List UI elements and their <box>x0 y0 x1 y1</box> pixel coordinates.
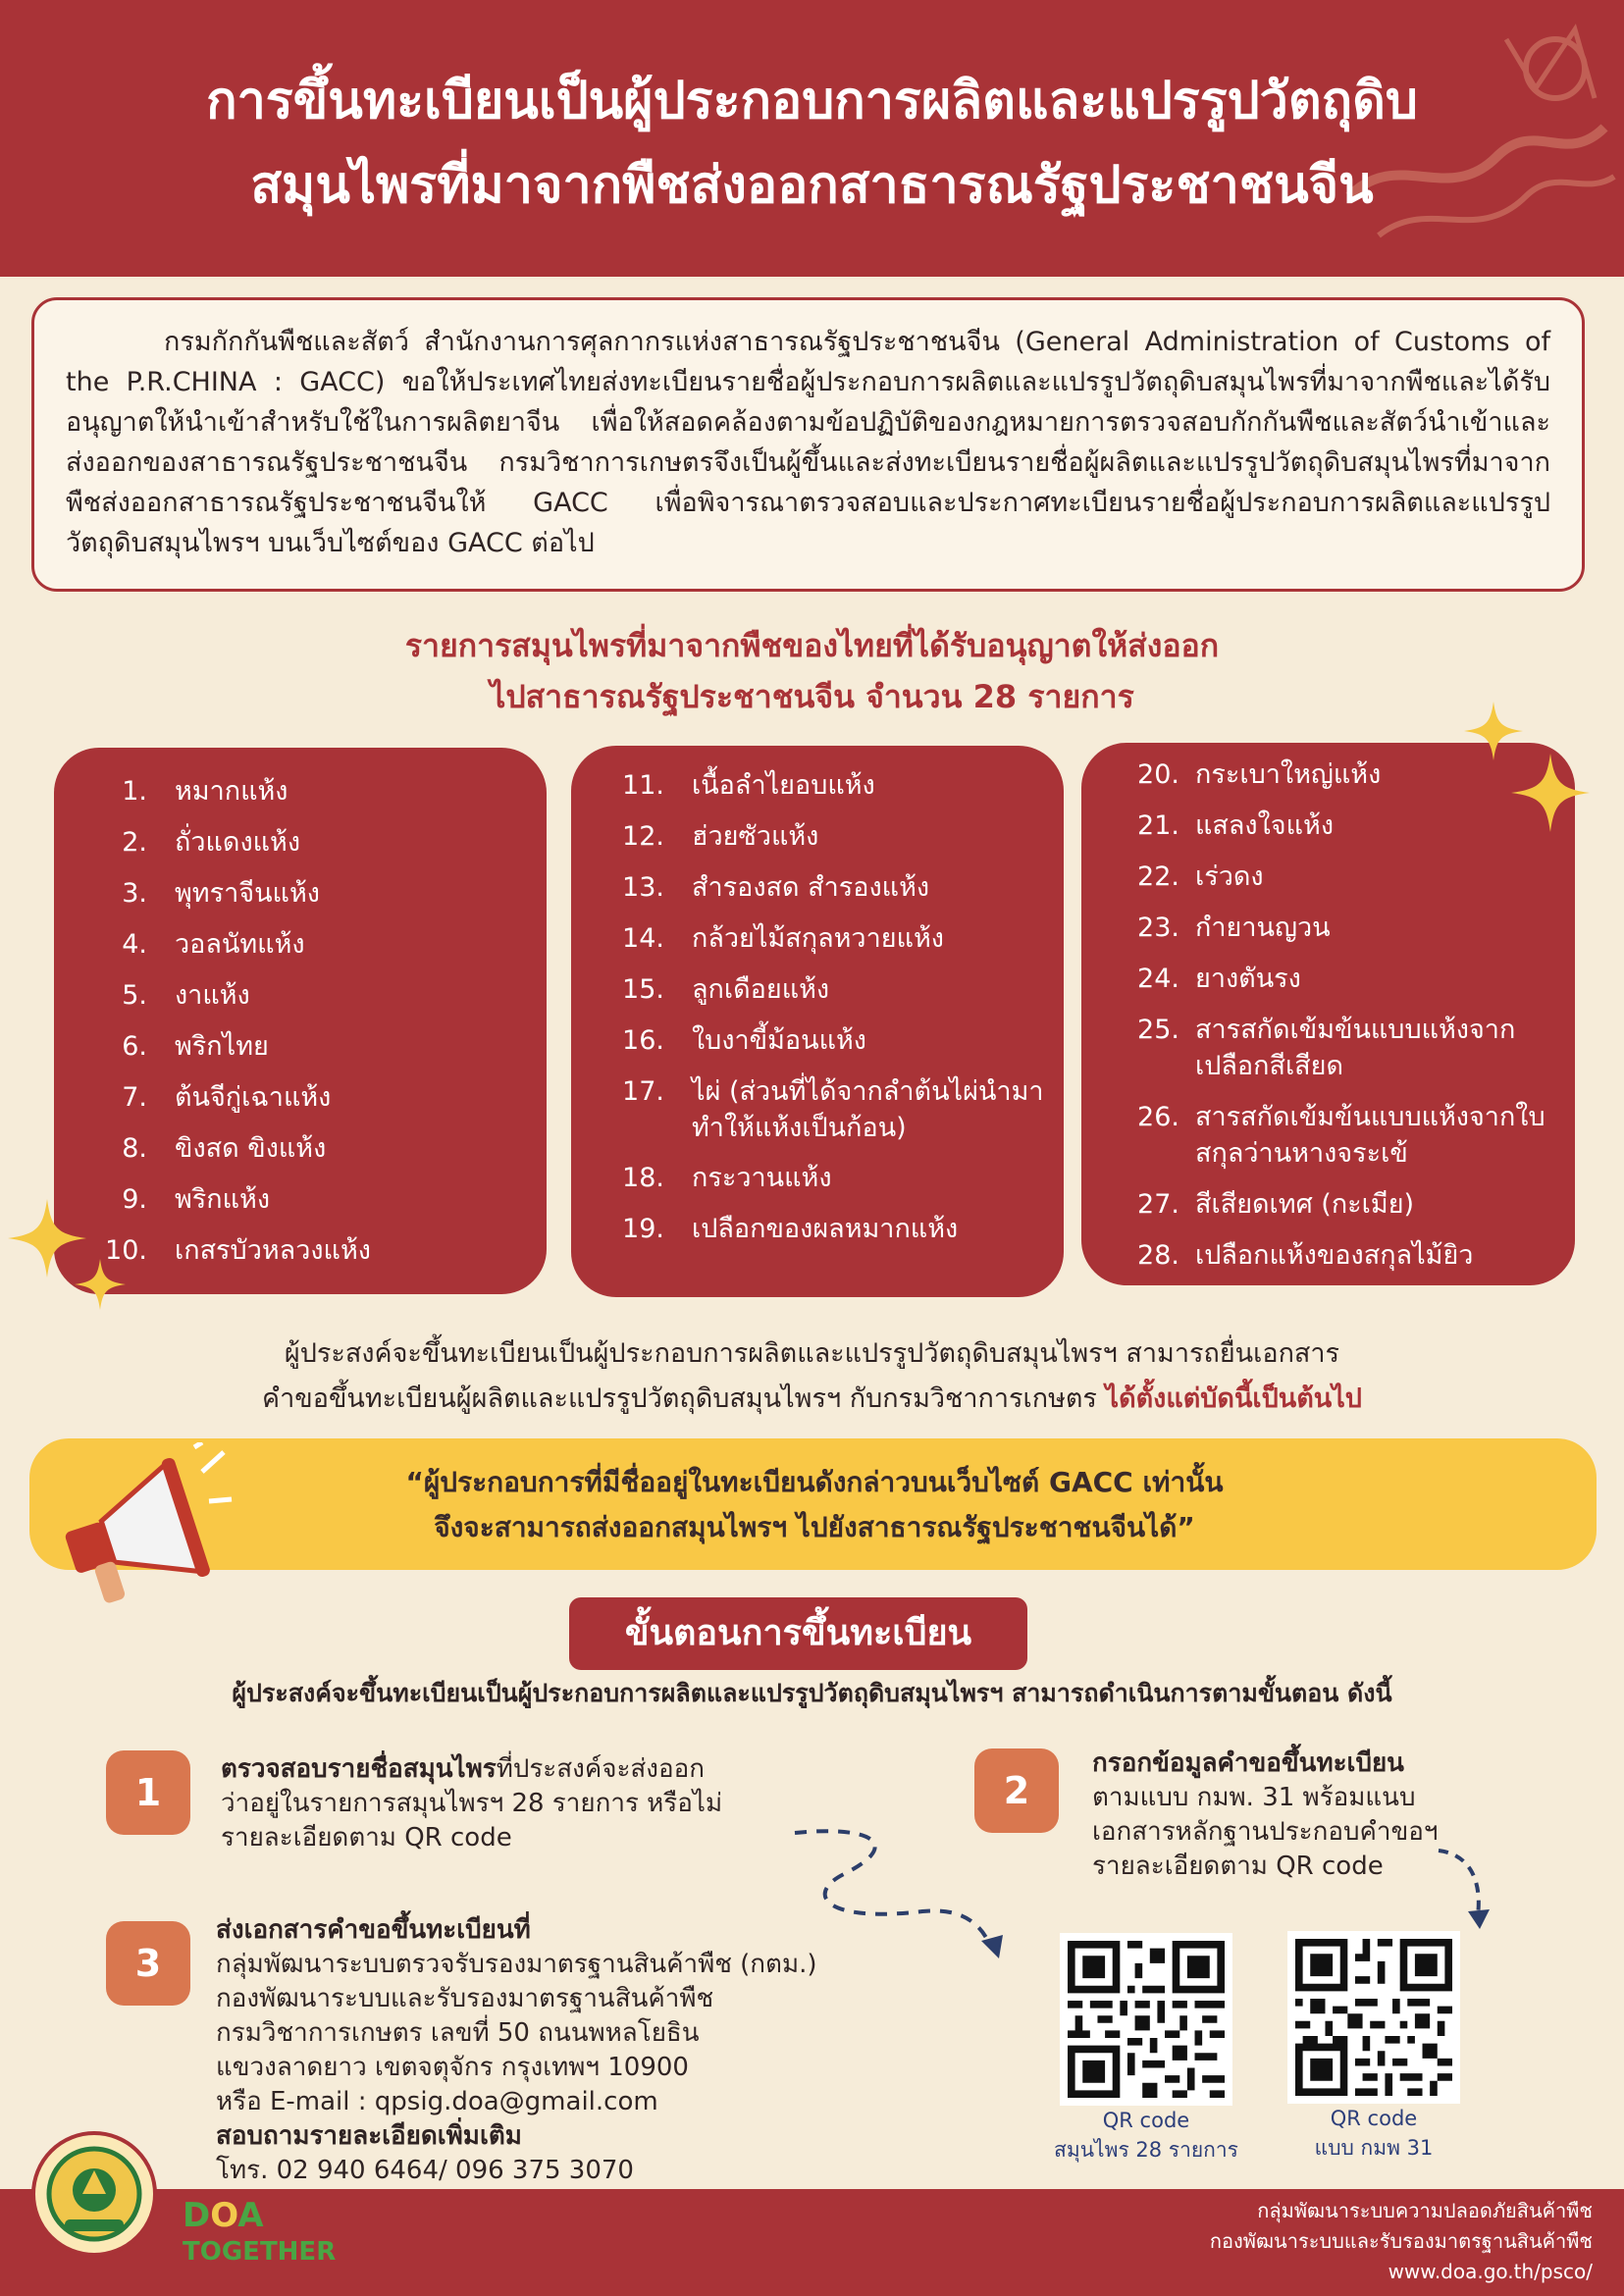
qr-code-form-icon <box>1287 1931 1460 2104</box>
step-2-line-4: รายละเอียดตาม QR code <box>1092 1852 1384 1881</box>
item-text: กล้วยไม้สกุลหวายแห้ง <box>692 923 944 954</box>
apply-text <box>0 1331 1624 1422</box>
step-2-text <box>1092 1747 1583 1884</box>
herb-list-panel-2 <box>571 746 1064 1297</box>
list-item <box>571 869 1064 906</box>
step-3-contact-heading-text: สอบถามรายละเอียดเพิ่มเติม <box>216 2121 522 2151</box>
doa-together-text: TOGETHER <box>183 2237 337 2267</box>
herb-list-panel-1 <box>54 748 547 1294</box>
item-text: สีเสียดเทศ (กะเมีย) <box>1195 1189 1415 1220</box>
item-text: ไผ่ (ส่วนที่ได้จากลำต้นไผ่นำมาทำให้แห้งเป็นก้อน) <box>692 1076 1044 1143</box>
footer-text <box>1210 2196 1593 2287</box>
list-item <box>1081 1186 1575 1223</box>
item-number: 10. <box>105 1235 147 1266</box>
department-seal-logo <box>31 2131 157 2257</box>
item-number: 6. <box>122 1031 147 1062</box>
step-1-line-2: ว่าอยู่ในรายการสมุนไพรฯ 28 รายการ หรือไม่ <box>221 1789 723 1818</box>
item-number: 8. <box>122 1133 147 1164</box>
item-number: 3. <box>122 878 147 909</box>
list-item <box>571 1160 1064 1196</box>
item-number: 11. <box>622 770 664 801</box>
apply-line-2-text: คำขอขึ้นทะเบียนผู้ผลิตและแปรรูปวัตถุดิบสมุนไพรฯ กับกรมวิชาการเกษตร <box>262 1383 1106 1414</box>
sparkle-icon <box>1511 754 1590 832</box>
item-text: เปลือกของผลหมากแห้ง <box>692 1214 959 1244</box>
item-number: 1. <box>122 776 147 807</box>
item-text: งาแห้ง <box>175 980 250 1011</box>
list-item <box>1081 757 1575 793</box>
steps-title: ขั้นตอนการขึ้นทะเบียน <box>569 1597 1027 1670</box>
qr-caption-form-line-1: QR code <box>1330 2107 1418 2130</box>
qr-caption-herbs <box>1021 2106 1272 2165</box>
list-item <box>54 1028 547 1065</box>
list-item <box>1081 910 1575 946</box>
step-3-heading-text: ส่งเอกสารคำขอขึ้นทะเบียนที่ <box>216 1915 531 1945</box>
step-3-line-3: กองพัฒนาระบบและรับรองมาตรฐานสินค้าพืช <box>216 1984 714 2013</box>
item-text: กระเบาใหญ่แห้ง <box>1195 759 1382 790</box>
footer-line-1: กลุ่มพัฒนาระบบความปลอดภัยสินค้าพืช <box>1257 2199 1593 2222</box>
qr-caption-form <box>1248 2104 1499 2163</box>
list-item <box>54 1079 547 1116</box>
item-number: 15. <box>622 974 664 1005</box>
item-number: 5. <box>122 980 147 1011</box>
list-item <box>1081 961 1575 997</box>
doa-logo-d: D <box>183 2196 211 2235</box>
list-item <box>571 1211 1064 1247</box>
item-text: พริกไทย <box>175 1031 269 1062</box>
qr-caption-form-line-2: แบบ กมพ 31 <box>1314 2136 1434 2160</box>
list-item <box>1081 859 1575 895</box>
item-text: กระวานแห้ง <box>692 1163 832 1193</box>
qr-caption-herbs-line-2: สมุนไพร 28 รายการ <box>1054 2138 1238 2162</box>
step-3-line-2: กลุ่มพัฒนาระบบตรวจรับรองมาตรฐานสินค้าพืช (กตม.) <box>216 1950 817 1979</box>
step-1-heading-rest: ที่ประสงค์จะส่งออก <box>496 1754 705 1784</box>
item-number: 28. <box>1137 1240 1179 1271</box>
item-text: สำรองสด สำรองแห้ง <box>692 872 930 903</box>
intro-box <box>31 297 1585 592</box>
step-1-text <box>221 1752 829 1855</box>
item-text: สารสกัดเข้มข้นแบบแห้งจากเปลือกสีเสียด <box>1195 1015 1516 1081</box>
dashed-arrow-icon <box>785 1815 1021 1962</box>
item-text: แสลงใจแห้ง <box>1195 810 1334 841</box>
item-number: 27. <box>1137 1189 1179 1220</box>
item-number: 19. <box>622 1214 664 1244</box>
item-number: 22. <box>1137 861 1179 892</box>
step-2-line-2: ตามแบบ กมพ. 31 พร้อมแนบ <box>1092 1783 1416 1812</box>
list-item <box>54 824 547 861</box>
item-number: 24. <box>1137 964 1179 994</box>
item-number: 14. <box>622 923 664 954</box>
item-number: 21. <box>1137 810 1179 841</box>
sparkle-icon <box>1464 702 1523 760</box>
item-number: 16. <box>622 1025 664 1056</box>
step-1-badge: 1 <box>106 1750 190 1835</box>
list-item <box>54 926 547 963</box>
item-text: ลูกเดือยแห้ง <box>692 974 830 1005</box>
item-number: 9. <box>122 1184 147 1215</box>
item-text: ฮ่วยซัวแห้ง <box>692 821 819 852</box>
dashed-arrow-icon <box>1433 1845 1501 1933</box>
step-3-phone: โทร. 02 940 6464/ 096 375 3070 <box>216 2156 634 2185</box>
herb-list-panel-3 <box>1081 743 1575 1285</box>
qr-code-herbs-icon <box>1060 1933 1232 2106</box>
item-text: กำยานญวน <box>1195 913 1331 943</box>
list-item <box>571 971 1064 1008</box>
list-item <box>1081 808 1575 844</box>
item-text: เนื้อลำไยอบแห้ง <box>692 770 875 801</box>
list-item <box>54 1181 547 1218</box>
item-text: เร่วดง <box>1195 861 1264 892</box>
item-text: วอลนัทแห้ง <box>175 929 305 960</box>
item-text: ต้นจีกู่เฉาแห้ง <box>175 1082 332 1113</box>
item-number: 23. <box>1137 913 1179 943</box>
banner-line-2: จึงจะสามารถส่งออกสมุนไพรฯ ไปยังสาธารณรัฐประชาชนจีนได้” <box>434 1511 1195 1543</box>
list-item <box>571 1073 1064 1146</box>
step-1-heading: ตรวจสอบรายชื่อสมุนไพร <box>221 1754 497 1784</box>
list-item <box>54 977 547 1014</box>
step-3-email: หรือ E-mail : qpsig.doa@gmail.com <box>216 2087 658 2116</box>
item-text: เปลือกแห้งของสกุลไม้ยิว <box>1195 1240 1474 1271</box>
item-text: หมากแห้ง <box>175 776 288 807</box>
item-text: เกสรบัวหลวงแห้ง <box>175 1235 371 1266</box>
list-item <box>54 1130 547 1167</box>
title-line-2: สมุนไพรที่มาจากพืชส่งออกสาธารณรัฐประชาชนจีน <box>250 156 1374 215</box>
list-item <box>54 875 547 912</box>
seal-emblem-icon <box>35 2135 153 2253</box>
page-title <box>29 59 1595 228</box>
step-2-line-3: เอกสารหลักฐานประกอบคำขอฯ <box>1092 1817 1439 1847</box>
item-text: พริกแห้ง <box>175 1184 271 1215</box>
step-3-badge: 3 <box>106 1921 190 2006</box>
item-text: ใบงาขี้ม้อนแห้ง <box>692 1025 866 1056</box>
title-line-1: การขึ้นทะเบียนเป็นผู้ประกอบการผลิตและแปรรูปวัตถุดิบ <box>206 72 1418 130</box>
step-3-contact-heading <box>216 2119 922 2154</box>
list-item <box>571 1022 1064 1059</box>
step-3-line-5: แขวงลาดยาว เขตจตุจักร กรุงเทพฯ 10900 <box>216 2053 689 2082</box>
banner-line-1: “ผู้ประกอบการที่มีชื่ออยู่ในทะเบียนดังกล่าวบนเว็บไซต์ GACC เท่านั้น <box>405 1466 1224 1498</box>
list-item <box>1081 1237 1575 1274</box>
item-text: ถั่วแดงแห้ง <box>175 827 301 858</box>
list-item <box>571 767 1064 804</box>
footer-line-2: กองพัฒนาระบบและรับรองมาตรฐานสินค้าพืช <box>1209 2229 1593 2253</box>
sparkle-icon <box>75 1259 126 1310</box>
herb-list-title-line-1: รายการสมุนไพรที่มาจากพืชของไทยที่ได้รับอนุญาตให้ส่งออก <box>404 627 1220 664</box>
item-number: 7. <box>122 1082 147 1113</box>
item-number: 17. <box>622 1076 664 1107</box>
apply-line-2 <box>0 1377 1624 1422</box>
item-text: สารสกัดเข้มข้นแบบแห้งจากใบสกุลว่านหางจระเข้ <box>1195 1102 1545 1169</box>
item-text: พุทราจีนแห้ง <box>175 878 320 909</box>
doa-logo-o: O <box>210 2196 238 2235</box>
item-text: ยางตันรง <box>1195 964 1301 994</box>
doa-together-logo <box>183 2198 264 2233</box>
item-number: 13. <box>622 872 664 903</box>
list-item <box>571 818 1064 855</box>
item-number: 12. <box>622 821 664 852</box>
item-number: 2. <box>122 827 147 858</box>
footer-website-link[interactable]: www.doa.go.th/psco/ <box>1388 2260 1593 2283</box>
step-3-line-4: กรมวิชาการเกษตร เลขที่ 50 ถนนพหลโยธิน <box>216 2018 700 2048</box>
item-number: 25. <box>1137 1015 1179 1045</box>
qr-caption-herbs-line-1: QR code <box>1102 2109 1190 2132</box>
item-number: 20. <box>1137 759 1179 790</box>
list-item <box>54 773 547 809</box>
step-1-line-3: รายละเอียดตาม QR code <box>221 1823 512 1852</box>
apply-highlight: ได้ตั้งแต่บัดนี้เป็นต้นไป <box>1105 1383 1362 1414</box>
apply-line-1: ผู้ประสงค์จะขึ้นทะเบียนเป็นผู้ประกอบการผลิตและแปรรูปวัตถุดิบสมุนไพรฯ สามารถยื่นเอกสาร <box>284 1338 1340 1369</box>
step-1-line-1 <box>221 1752 829 1787</box>
step-2-badge: 2 <box>974 1748 1059 1833</box>
item-text: ขิงสด ขิงแห้ง <box>175 1133 327 1164</box>
herb-list-title-line-2: ไปสาธารณรัฐประชาชนจีน จำนวน 28 รายการ <box>490 678 1134 715</box>
step-2-heading-text: กรอกข้อมูลคำขอขึ้นทะเบียน <box>1092 1748 1404 1778</box>
item-number: 4. <box>122 929 147 960</box>
megaphone-icon <box>37 1442 234 1609</box>
herb-list-title <box>0 620 1624 722</box>
list-item <box>571 920 1064 957</box>
list-item <box>54 1232 547 1269</box>
item-number: 18. <box>622 1163 664 1193</box>
banner-text <box>226 1460 1403 1550</box>
step-2-heading <box>1092 1747 1583 1781</box>
item-number: 26. <box>1137 1102 1179 1132</box>
list-item <box>1081 1099 1575 1172</box>
list-item <box>1081 1012 1575 1084</box>
intro-text: กรมกักกันพืชและสัตว์ สำนักงานการศุลกากรแห่งสาธารณรัฐประชาชนจีน (General Administration of Customs of the P.R.CHINA : GACC) ขอให้ประเทศไทยส่งทะเบียนรายชื่อผู้ประกอบการผลิตและแปรรูปวัตถุดิบสมุนไพรที่มาจากพืชและได้รับอนุญาตให้นำเข้าสำหรับใช้ในการผลิตยาจีน เพื่อให้สอดคล้องตามข้อปฏิบัติของกฎหมายการตรวจสอบกักกันพืชและสัตว์นำเข้าและส่งออกของสาธารณรัฐประชาชนจีน กรมวิชาการเกษตรจึงเป็นผู้ขึ้นและส่งทะเบียนรายชื่อผู้ผลิตและแปรรูปวัตถุดิบสมุนไพรที่มาจากพืชส่งออกสาธารณรัฐประชาชนจีนให้ GACC เพื่อพิจารณาตรวจสอบและประกาศทะเบียนรายชื่อผู้ประกอบการผลิตและแปรรูปวัตถุดิบสมุนไพรฯ บนเว็บไซต์ของ GACC ต่อไป <box>66 327 1550 558</box>
steps-subtitle: ผู้ประสงค์จะขึ้นทะเบียนเป็นผู้ประกอบการผลิตและแปรรูปวัตถุดิบสมุนไพรฯ สามารถดำเนินการตามขั้นตอน ดังนี้ <box>232 1679 1392 1707</box>
doa-logo-a: A <box>237 2196 264 2235</box>
